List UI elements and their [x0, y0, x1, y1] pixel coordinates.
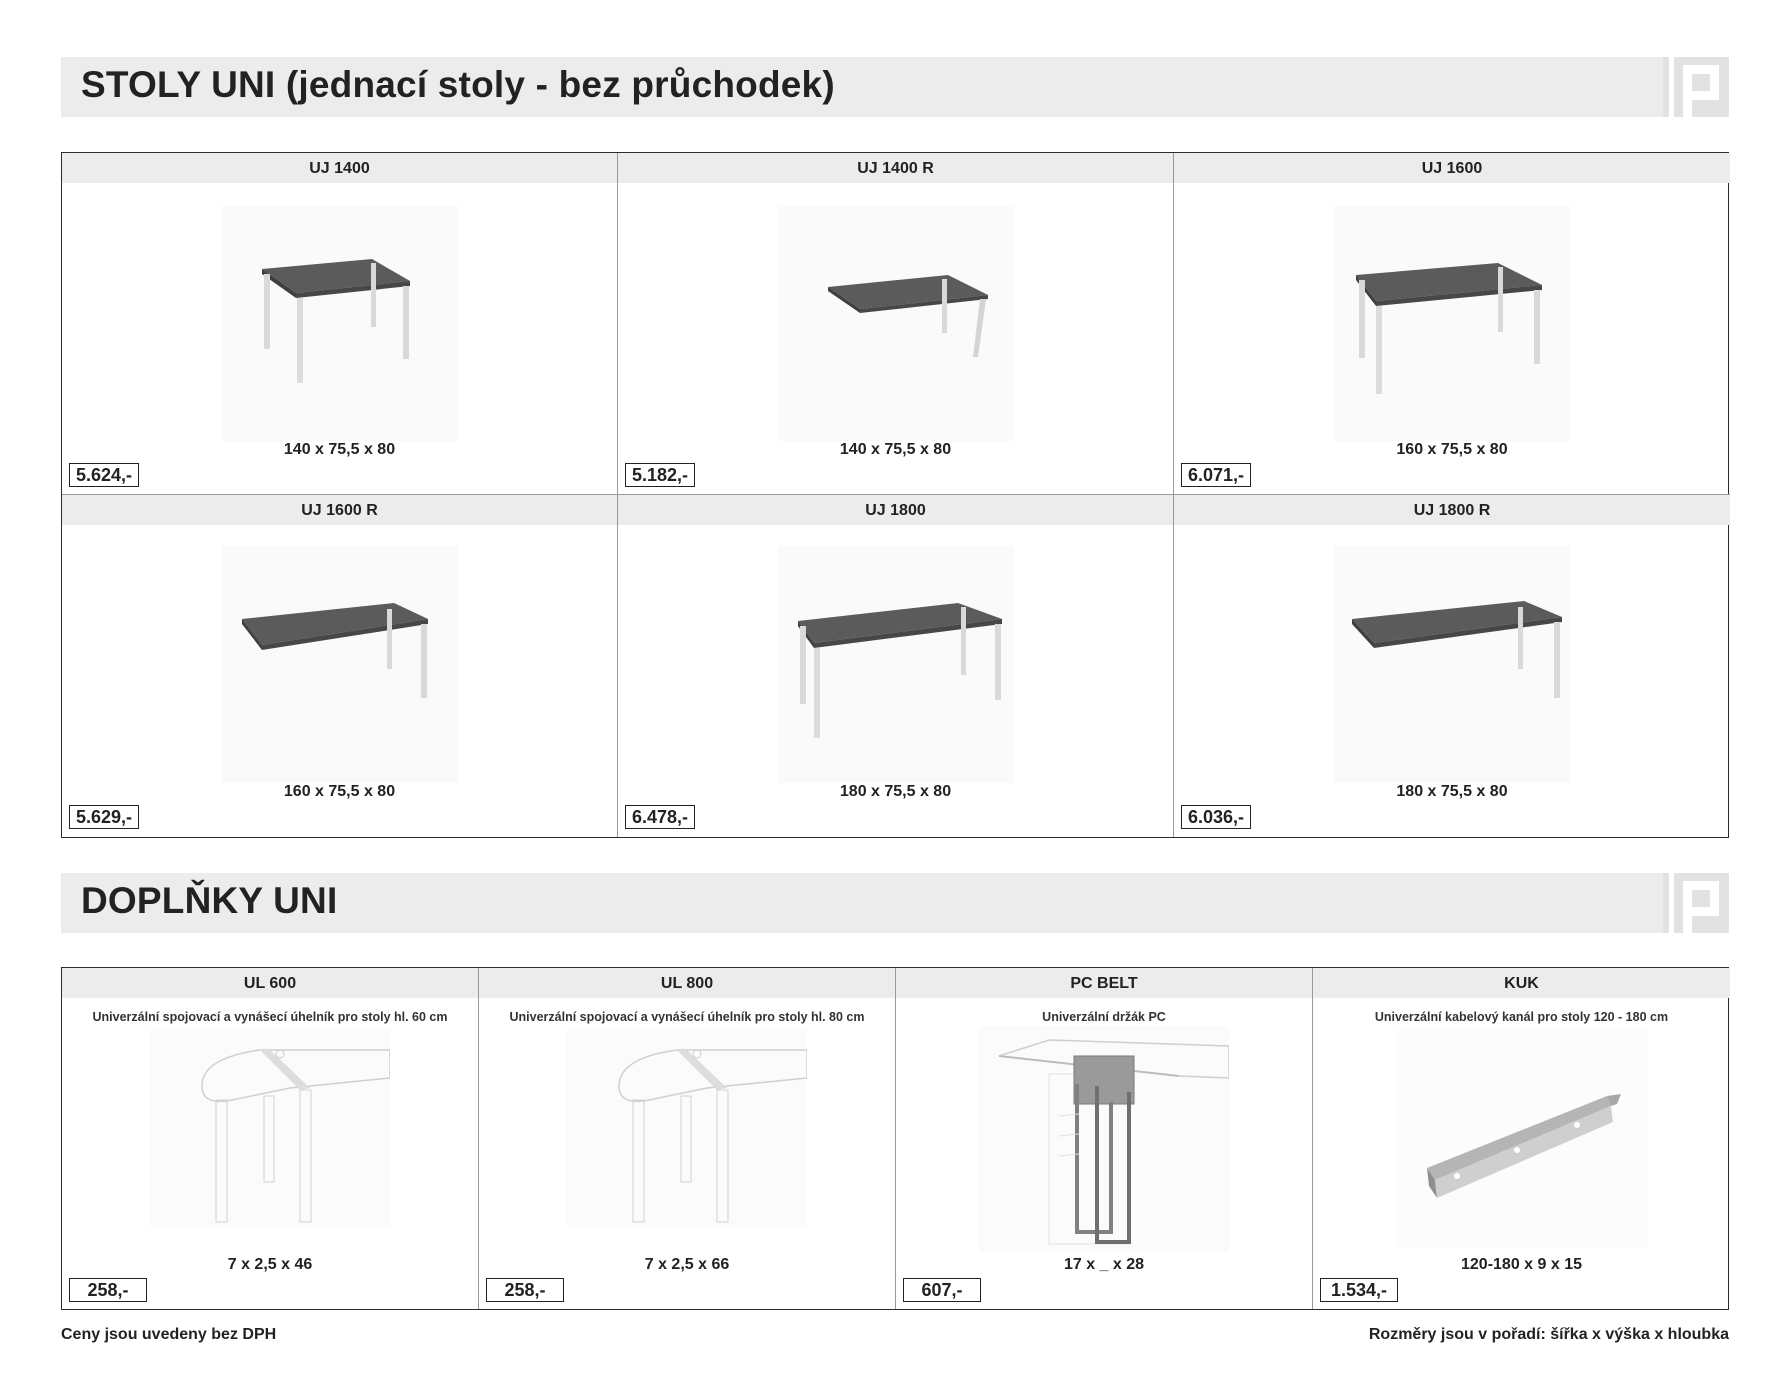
product-name: KUK — [1313, 968, 1730, 998]
product-price: 258,- — [69, 1278, 147, 1302]
product-dimensions: 17 x _ x 28 — [1063, 1256, 1145, 1273]
product-image-table — [778, 205, 1014, 441]
section-header-accessories — [61, 873, 1729, 933]
product-price: 5.182,- — [625, 463, 695, 487]
product-name: UL 800 — [479, 968, 895, 998]
product-card-uj1600r — [62, 495, 618, 837]
product-dimensions: 140 x 75,5 x 80 — [839, 441, 952, 458]
brand-logo-icon — [1663, 873, 1729, 933]
footer-dimensions-note: Rozměry jsou v pořadí: šířka x výška x hloubka — [1368, 1326, 1729, 1343]
product-image-table — [222, 205, 458, 441]
product-image-table — [1334, 547, 1570, 783]
product-name: UL 600 — [62, 968, 478, 998]
product-card-uj1800r — [1174, 495, 1730, 837]
footer-vat-note: Ceny jsou uvedeny bez DPH — [61, 1326, 277, 1343]
product-price: 1.534,- — [1320, 1278, 1398, 1302]
product-card-ul600 — [62, 968, 479, 1309]
product-image-table — [1334, 205, 1570, 441]
product-dimensions: 160 x 75,5 x 80 — [283, 783, 396, 800]
product-card-uj1600 — [1174, 153, 1730, 495]
product-dimensions: 180 x 75,5 x 80 — [1396, 783, 1508, 800]
product-name: UJ 1600 R — [62, 495, 617, 525]
product-price: 258,- — [486, 1278, 564, 1302]
product-card-uj1400 — [62, 153, 618, 495]
brand-logo-icon — [1663, 57, 1729, 117]
section-title-accessories: DOPLŇKY UNI — [81, 880, 338, 921]
product-card-uj1800 — [618, 495, 1174, 837]
tables-grid — [61, 152, 1729, 838]
product-price: 5.624,- — [69, 463, 139, 487]
product-description: Univerzální držák PC — [1042, 1010, 1166, 1024]
product-image-table — [778, 547, 1014, 783]
product-price: 607,- — [903, 1278, 981, 1302]
product-dimensions: 160 x 75,5 x 80 — [1396, 441, 1508, 458]
product-name: PC BELT — [896, 968, 1312, 998]
product-card-kuk — [1313, 968, 1730, 1309]
product-card-uj1400r — [618, 153, 1174, 495]
product-description: Univerzální spojovací a vynášecí úhelník pro stoly hl. 80 cm — [509, 1010, 865, 1024]
product-dimensions: 7 x 2,5 x 46 — [227, 1256, 313, 1273]
product-card-pc-belt — [896, 968, 1313, 1309]
product-dimensions: 120-180 x 9 x 15 — [1461, 1256, 1582, 1273]
product-card-ul800 — [479, 968, 896, 1309]
section-title-tables: STOLY UNI (jednací stoly - bez průchodek) — [81, 64, 835, 105]
product-name: UJ 1400 R — [618, 153, 1173, 183]
product-name: UJ 1800 — [618, 495, 1173, 525]
product-name: UJ 1400 — [62, 153, 617, 183]
product-dimensions: 7 x 2,5 x 66 — [644, 1256, 730, 1273]
product-name: UJ 1600 — [1174, 153, 1730, 183]
product-description: Univerzální kabelový kanál pro stoly 120 - 180 cm — [1374, 1010, 1669, 1024]
product-image-cable-channel — [1397, 1028, 1647, 1248]
section-header-tables — [61, 57, 1729, 117]
product-description: Univerzální spojovací a vynášecí úhelník pro stoly hl. 60 cm — [92, 1010, 448, 1024]
product-price: 6.478,- — [625, 805, 695, 829]
product-price: 6.071,- — [1181, 463, 1251, 487]
product-image-bracket — [567, 1028, 807, 1228]
product-image-pc-holder — [979, 1026, 1229, 1252]
product-name: UJ 1800 R — [1174, 495, 1730, 525]
product-price: 5.629,- — [69, 805, 139, 829]
product-image-table — [222, 547, 458, 783]
product-price: 6.036,- — [1181, 805, 1251, 829]
product-dimensions: 180 x 75,5 x 80 — [839, 783, 952, 800]
product-dimensions: 140 x 75,5 x 80 — [283, 441, 396, 458]
accessories-grid — [61, 967, 1729, 1310]
product-image-bracket — [150, 1028, 390, 1228]
